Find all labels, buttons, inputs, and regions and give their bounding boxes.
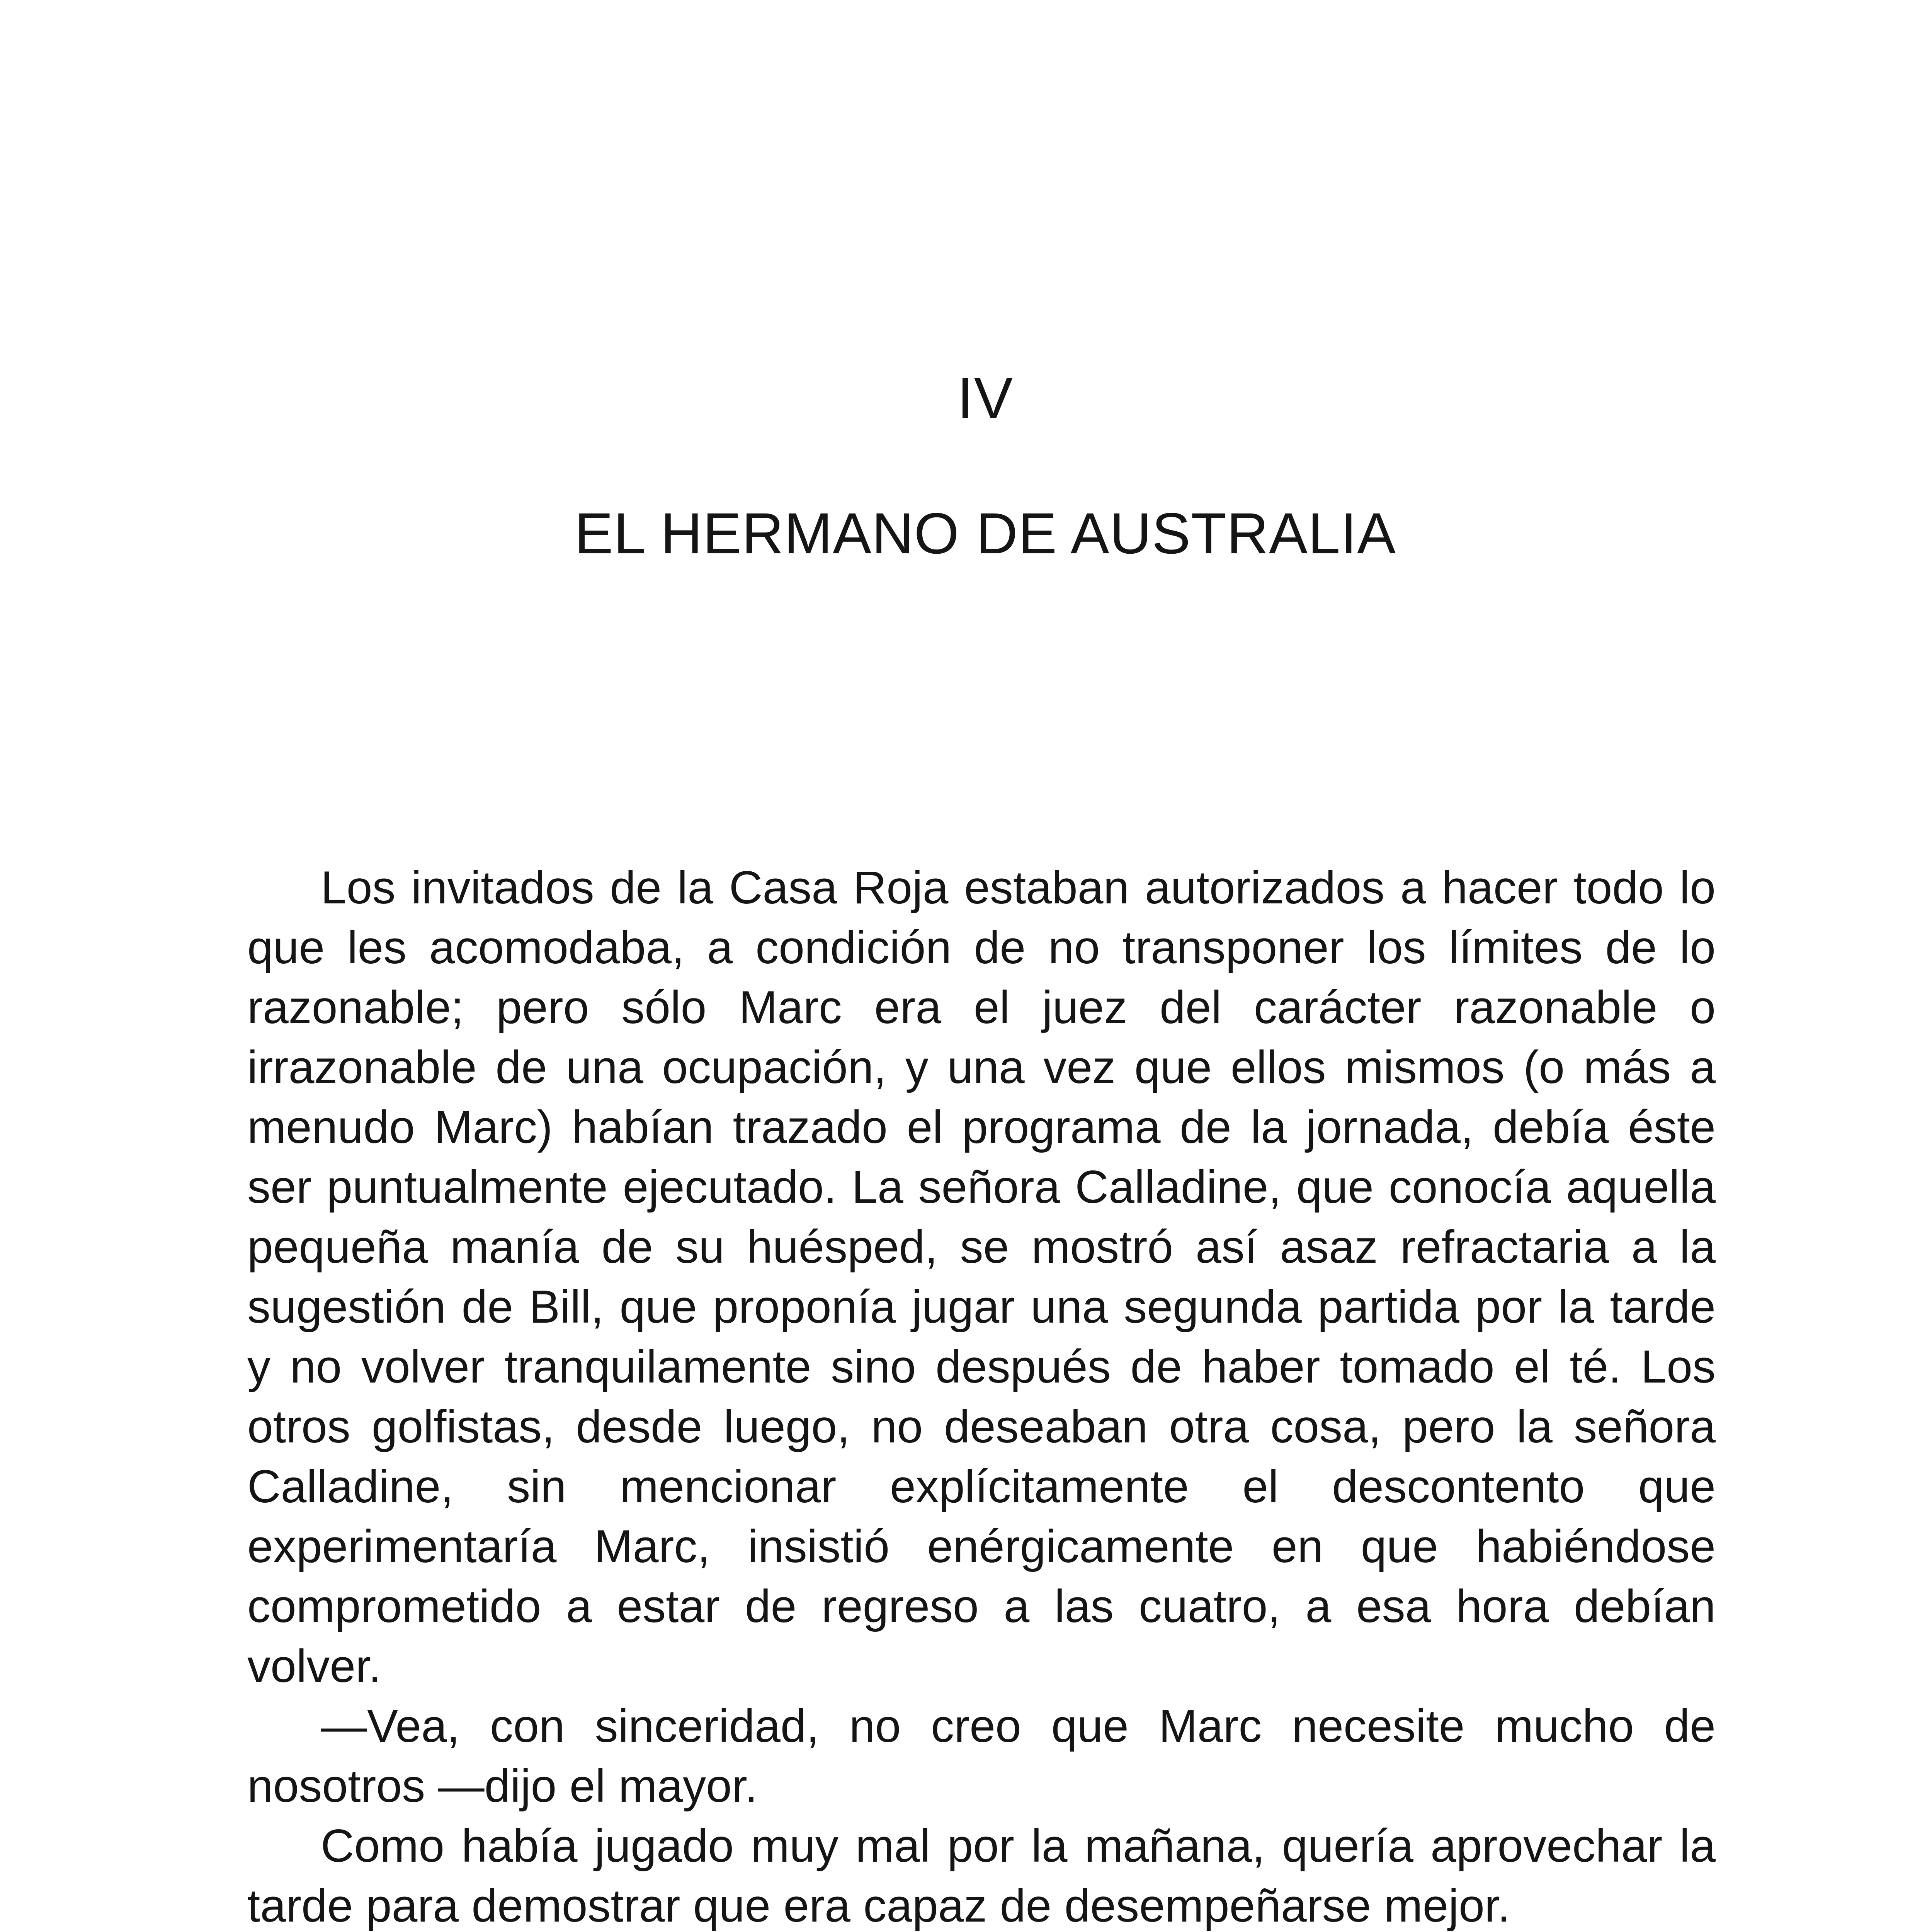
paragraph: —Vea, con sinceridad, no creo que Marc necesite mucho de nosotros —dijo el mayor. xyxy=(247,1700,1716,1812)
paragraph: Los invitados de la Casa Roja estaban autorizados a hacer todo lo que les acomodaba, a condición de no transponer los límites de lo razonable; pero sólo Marc era el juez del carácter razonable o irrazonable de una ocupación, y una vez que ellos mismos (o más a menudo Marc) habían trazado el programa de la jornada, debía éste ser puntualmente ejecutado. La señora Calladine, que conocía aquella pequeña manía de su huésped, se mostró así asaz refractaria a la sugestión de Bill, que proponía jugar una segunda partida por la tarde y no volver tranquilamente sino después de haber tomado el té. Los otros golfistas, desde luego, no deseaban otra cosa, pero la señora Calladine, sin mencionar explícitamente el descontento que experimentaría Marc, insistió enérgicamente en que habiéndose comprometido a estar de regreso a las cuatro, a esa hora debían volver. xyxy=(247,862,1716,1692)
chapter-body xyxy=(247,858,1716,1932)
paragraph: Como había jugado muy mal por la mañana, quería aprovechar la tarde para demostrar que era capaz de desempeñarse mejor. xyxy=(247,1820,1716,1932)
chapter-number: IV xyxy=(957,366,1014,430)
chapter-title: EL HERMANO DE AUSTRALIA xyxy=(574,501,1396,566)
